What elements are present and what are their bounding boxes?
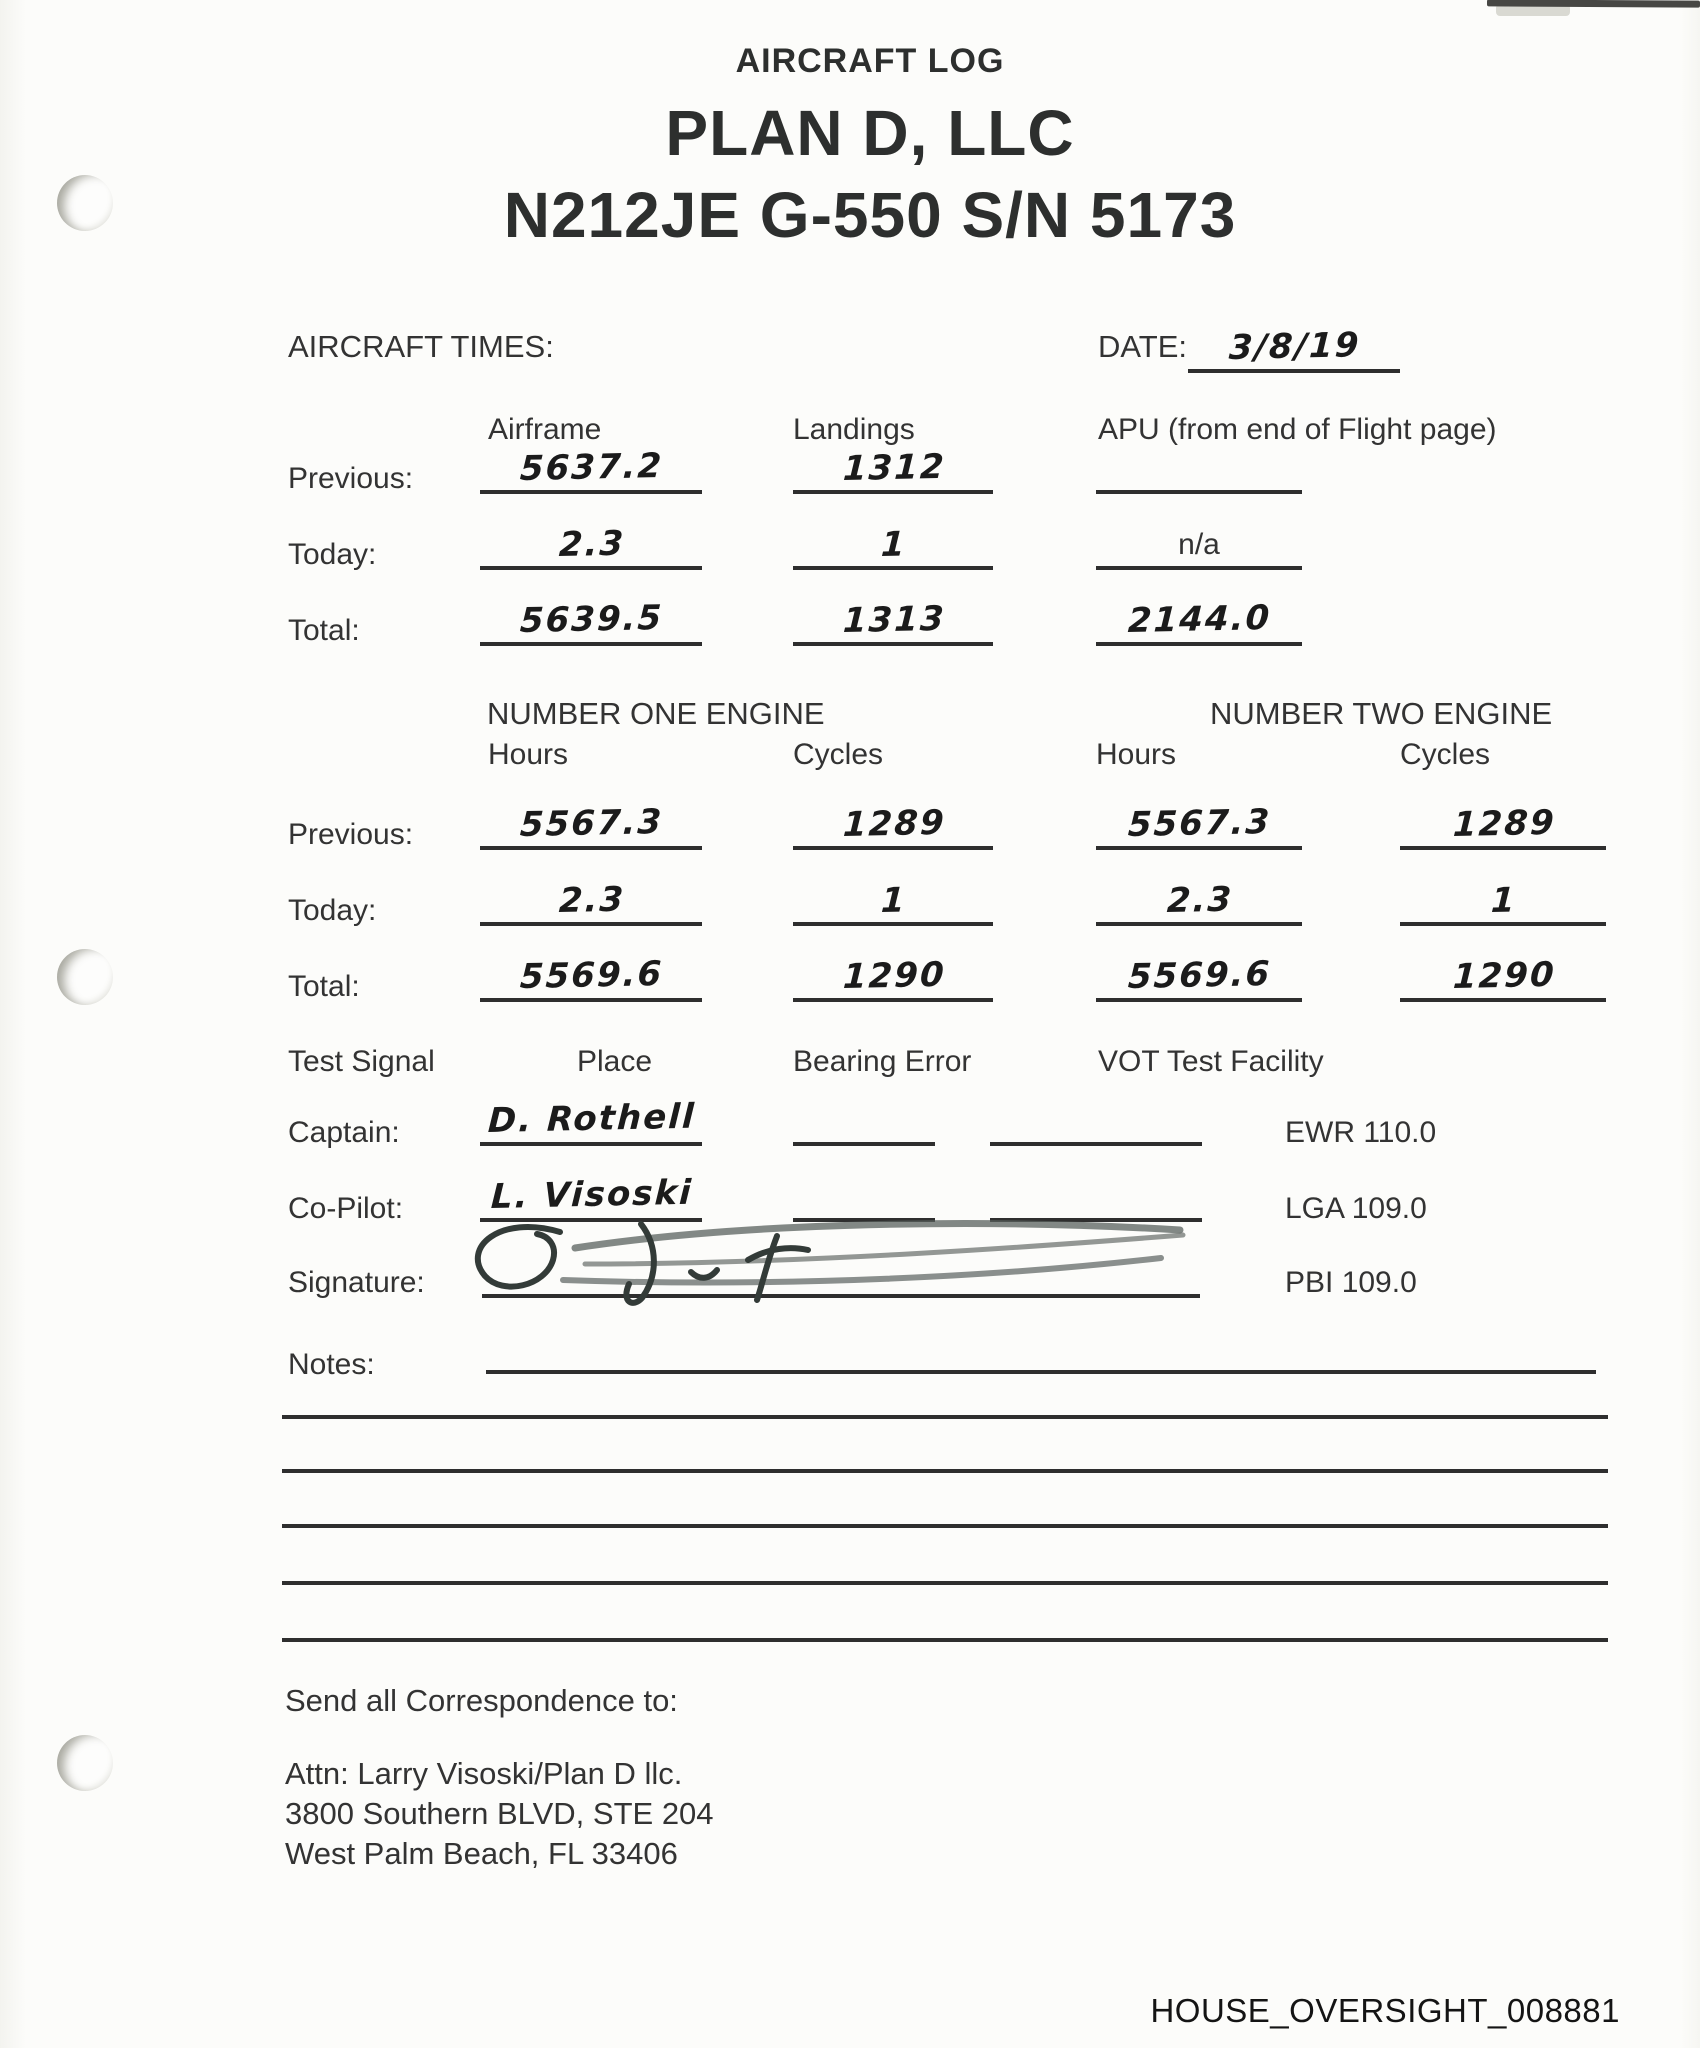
at-previous-label: Previous: [288, 462, 414, 495]
eng-previous-label: Previous: [288, 818, 414, 851]
col-bearing-error: Bearing Error [793, 1045, 972, 1078]
value: 5639.5 [519, 597, 665, 641]
value: 2.3 [1165, 879, 1235, 921]
at-previous-apu [1096, 448, 1302, 494]
value: 1290 [1451, 954, 1557, 997]
eng-previous-e2-hours [1096, 801, 1302, 850]
at-today-landings [793, 524, 993, 570]
at-today-apu [1096, 524, 1302, 570]
eng-today-label: Today: [288, 894, 377, 927]
e2-hours-head: Hours [1096, 738, 1177, 771]
company-name: PLAN D, LLC [665, 97, 1075, 169]
value: 5637.2 [519, 445, 665, 489]
value: 5567.3 [519, 801, 665, 845]
col-landings: Landings [793, 413, 915, 446]
captain-vot-field [990, 1100, 1202, 1146]
value: 1313 [841, 598, 947, 641]
at-total-landings [793, 600, 993, 646]
at-previous-airframe [480, 445, 702, 494]
eng-today-e1-cycles [793, 880, 993, 926]
col-place: Place [577, 1045, 653, 1078]
eng-total-e2-cycles [1400, 956, 1606, 1002]
bates-number: HOUSE_OVERSIGHT_008881 [1150, 1992, 1620, 2029]
date-label: DATE: [1098, 329, 1187, 364]
copilot-label: Co-Pilot: [288, 1192, 404, 1225]
value: 1 [880, 524, 908, 565]
captain-place-field [480, 1096, 702, 1146]
col-vot-facility: VOT Test Facility [1098, 1045, 1324, 1078]
notes-line-6 [282, 1638, 1608, 1642]
value: 1290 [841, 954, 947, 997]
col-test-signal: Test Signal [288, 1045, 435, 1078]
at-total-label: Total: [288, 614, 360, 647]
value: 2.3 [557, 523, 627, 565]
eng-total-e1-cycles [793, 956, 993, 1002]
correspondence-city: West Palm Beach, FL 33406 [285, 1836, 678, 1871]
signature-scrawl [445, 1218, 1190, 1306]
engine-one-title: NUMBER ONE ENGINE [487, 696, 825, 731]
captain-label: Captain: [288, 1116, 400, 1149]
value: n/a [1178, 528, 1220, 561]
eng-total-e1-hours [480, 953, 702, 1002]
at-total-airframe [480, 597, 702, 646]
copilot-place-field [480, 1172, 702, 1222]
notes-line-5 [282, 1581, 1608, 1585]
vot-ewr: EWR 110.0 [1285, 1116, 1437, 1149]
signature-label: Signature: [288, 1266, 425, 1299]
eng-today-e2-cycles [1400, 880, 1606, 926]
eng-previous-e1-hours [480, 801, 702, 850]
hole-punch-bottom [57, 1735, 113, 1791]
aircraft-id: N212JE G-550 S/N 5173 [503, 179, 1237, 251]
col-airframe: Airframe [488, 413, 602, 446]
hole-punch-middle [57, 949, 113, 1005]
col-apu: APU (from end of Flight page) [1098, 413, 1497, 446]
value: 5569.6 [519, 953, 665, 997]
correspondence-attn: Attn: Larry Visoski/Plan D llc. [285, 1756, 683, 1791]
value: 2144.0 [1127, 597, 1273, 641]
value: 1312 [841, 446, 947, 489]
engine-two-title: NUMBER TWO ENGINE [1210, 696, 1553, 731]
value: 1289 [841, 802, 947, 845]
value: 1 [880, 880, 908, 921]
value: 5567.3 [1127, 801, 1273, 845]
eng-previous-e2-cycles [1400, 804, 1606, 850]
copilot-vot-field [990, 1176, 1202, 1222]
copilot-bearing-field [793, 1176, 935, 1222]
form-title: AIRCRAFT LOG [735, 42, 1005, 80]
eng-total-e2-hours [1096, 953, 1302, 1002]
notes-label: Notes: [288, 1348, 375, 1381]
eng-today-e2-hours [1096, 880, 1302, 926]
at-total-apu [1096, 597, 1302, 646]
at-today-label: Today: [288, 538, 377, 571]
e2-cycles-head: Cycles [1400, 738, 1491, 771]
value: 5569.6 [1127, 953, 1273, 997]
correspondence-heading: Send all Correspondence to: [285, 1683, 678, 1718]
date-value: 3/8/19 [1228, 325, 1362, 368]
value: 1289 [1451, 802, 1557, 845]
captain-name-handwritten: D. Rothell [487, 1096, 697, 1141]
notes-line-2 [282, 1415, 1608, 1419]
e1-hours-head: Hours [488, 738, 569, 771]
captain-bearing-field [793, 1100, 935, 1146]
eng-total-label: Total: [288, 970, 360, 1003]
notes-line-4 [282, 1524, 1608, 1528]
eng-previous-e1-cycles [793, 804, 993, 850]
scan-artifact-line [1487, 0, 1700, 8]
date-field [1188, 327, 1400, 373]
vot-lga: LGA 109.0 [1285, 1192, 1427, 1225]
eng-today-e1-hours [480, 880, 702, 926]
e1-cycles-head: Cycles [793, 738, 884, 771]
notes-line-3 [282, 1469, 1608, 1473]
at-previous-landings [793, 448, 993, 494]
notes-line-1 [486, 1370, 1596, 1374]
value: 2.3 [557, 879, 627, 921]
aircraft-times-label: AIRCRAFT TIMES: [288, 329, 554, 364]
vot-pbi: PBI 109.0 [1285, 1266, 1417, 1299]
copilot-name-handwritten: L. Visoski [490, 1172, 694, 1217]
value: 1 [1490, 880, 1518, 921]
correspondence-street: 3800 Southern BLVD, STE 204 [285, 1796, 714, 1831]
at-today-airframe [480, 524, 702, 570]
